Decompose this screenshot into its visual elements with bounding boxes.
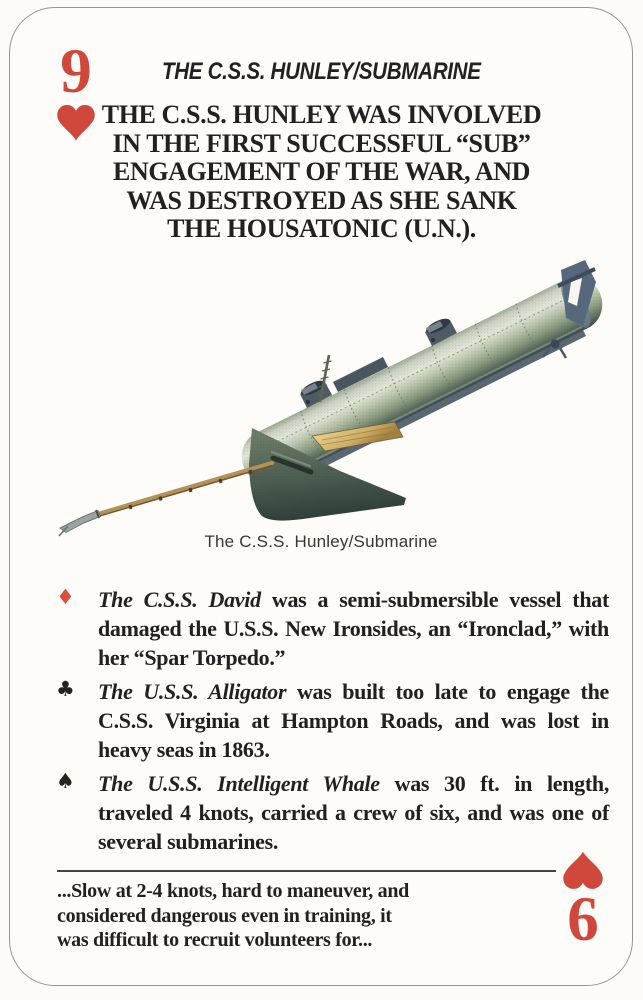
spade-icon: ♠ [56,769,75,793]
heart-icon-inverted [562,850,604,890]
headline-line: ENGAGEMENT OF THE WAR, AND [113,157,530,187]
fact-item-alligator [56,677,609,764]
headline-line: THE C.S.S. HUNLEY WAS INVOLVED [101,100,542,129]
headline-paragraph [40,101,603,244]
illustration-caption: The C.S.S. Hunley/Submarine [204,532,438,551]
answer-note [57,879,517,953]
card-rank-top: 9 [60,36,92,106]
headline-line: IN THE FIRST SUCCESSFUL “SUB” [112,128,531,158]
facts-list [56,585,609,861]
divider-rule [57,870,556,872]
fact-text: was a semi-submersible vessel that damaged the U.S.S. New Ironsides, an “Ironclad,” with her “Spar Torpedo.” [98,587,609,670]
fact-text: was built too late to engage the C.S.S. Virginia at Hampton Roads, and was lost in heavy seas in 1863. [98,679,609,762]
card-title: THE C.S.S. HUNLEY/SUBMARINE [161,58,481,85]
card-rank-bottom: 6 [567,884,599,954]
diamond-icon: ♦ [56,585,75,609]
note-line: ...Slow at 2-4 knots, hard to maneuver, and [57,880,409,902]
headline-line: THE HOUSATONIC (U.N.). [167,214,476,244]
note-line: considered dangerous even in training, it [57,904,392,927]
fact-item-david [56,585,609,672]
spar-torpedo [59,463,272,536]
club-icon: ♣ [56,677,75,701]
fact-item-intelligent-whale [56,769,609,856]
fact-lead: The U.S.S. Intelligent Whale [98,771,380,796]
card-index-bottom-right [553,850,613,954]
headline-line: WAS DESTROYED AS SHE SANK [126,185,517,215]
fact-text: was 30 ft. in length, traveled 4 knots, carried a crew of six, and was one of several submarines. [98,771,610,854]
fact-lead: The U.S.S. Alligator [98,679,287,704]
fact-lead: The C.S.S. David [98,587,261,612]
note-line: was difficult to recruit volunteers for... [57,929,373,952]
quiz-playing-card [9,7,633,986]
hunley-illustration [10,258,643,558]
